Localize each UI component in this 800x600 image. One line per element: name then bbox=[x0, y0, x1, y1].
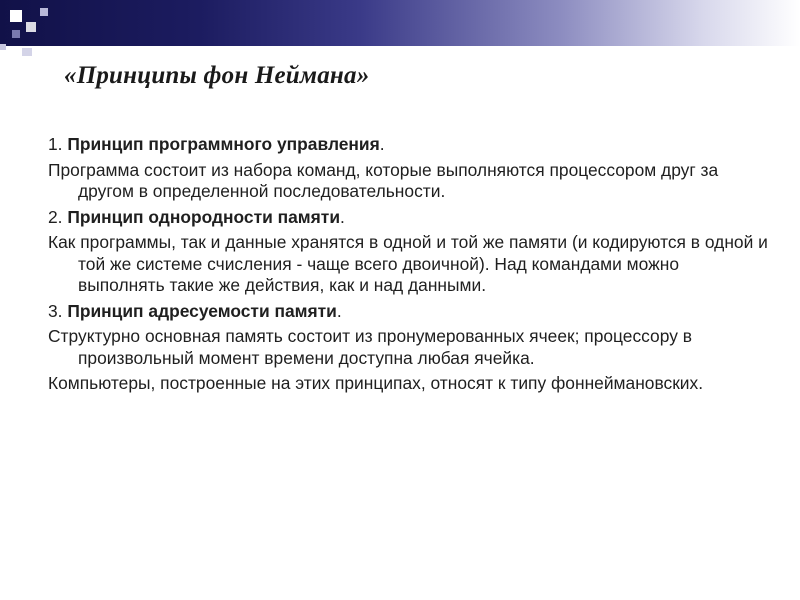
deco-square bbox=[0, 44, 6, 50]
slide-content bbox=[48, 134, 768, 399]
section-title-period: . bbox=[379, 134, 385, 154]
deco-square bbox=[22, 48, 32, 56]
section-title-period: . bbox=[340, 206, 345, 227]
section-number: 2. bbox=[48, 206, 63, 227]
section-number: 3. bbox=[48, 300, 63, 321]
conclusion-text: Компьютеры, построенные на этих принципах, относят к типу фоннеймановских. bbox=[48, 373, 704, 393]
section-title: Принцип адресуемости памяти bbox=[67, 300, 337, 321]
deco-square bbox=[26, 22, 36, 32]
deco-square bbox=[40, 8, 48, 16]
slide-title: «Принципы фон Неймана» bbox=[64, 62, 370, 89]
section-title: Принцип программного управления bbox=[67, 134, 380, 154]
deco-square bbox=[12, 30, 20, 38]
section-title: Принцип однородности памяти bbox=[67, 206, 341, 227]
section-text: Как программы, так и данные хранятся в одной и той же памяти (и кодируются в одной и той же системе счисления - чаще всего двоичной). Над командами можно выполнять такие же действия, как и над данными. bbox=[48, 232, 768, 295]
section-number: 1. bbox=[48, 134, 63, 154]
header-gradient-bar bbox=[0, 0, 800, 46]
section-text: Структурно основная память состоит из пронумерованных ячеек; процессору в произвольный момент времени доступна любая ячейка. bbox=[48, 326, 692, 368]
corner-decoration bbox=[0, 0, 60, 56]
section-heading bbox=[48, 134, 768, 156]
section-heading bbox=[48, 207, 768, 229]
section-heading bbox=[48, 301, 768, 323]
section-text: Программа состоит из набора команд, которые выполняются процессором друг за другом в определенной последовательности. bbox=[48, 159, 719, 201]
section-title-period: . bbox=[336, 300, 342, 321]
deco-square bbox=[10, 10, 22, 22]
